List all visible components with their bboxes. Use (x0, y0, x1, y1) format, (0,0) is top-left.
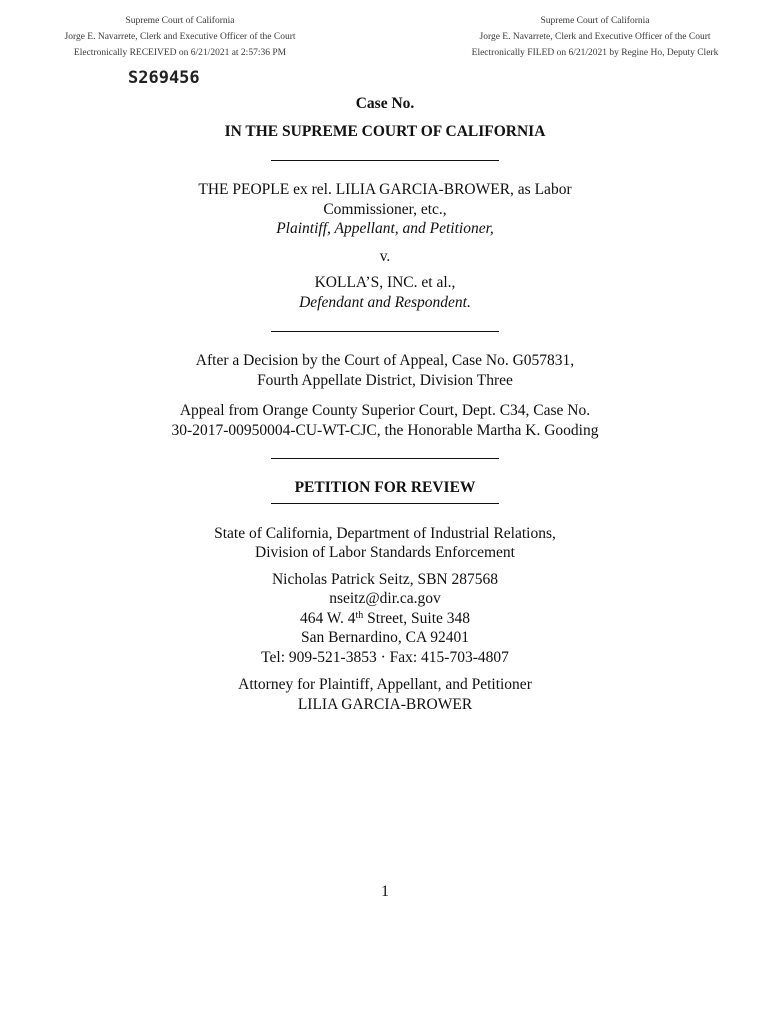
representation-line2: LILIA GARCIA-BROWER (297, 695, 473, 713)
plaintiff-name-line1: THE PEOPLE ex rel. LILIA GARCIA-BROWER, as Labor (198, 181, 572, 198)
received-stamp-date: Electronically RECEIVED on 6/21/2021 at 2:57:36 PM (73, 48, 287, 58)
plaintiff-name-line2: Commissioner, etc., (323, 200, 447, 218)
street-ordinal: th (355, 609, 364, 621)
agency-line1: State of California, Department of Industrial Relations, (214, 524, 556, 542)
handwritten-case-number: S269456 (128, 68, 200, 88)
attorney-phones: Tel: 909-521-3853 · Fax: 415-703-4807 (261, 648, 509, 666)
appeal-line1: Appeal from Orange County Superior Court, Dept. C34, Case No. (179, 402, 591, 419)
defendant-role: Defendant and Respondent. (299, 293, 471, 311)
attorney-city: San Bernardino, CA 92401 (301, 629, 469, 646)
decision-line2: Fourth Appellate District, Division Three (257, 371, 513, 389)
case-no-label: Case No. (355, 95, 415, 112)
attorney-email: nseitz@dir.ca.gov (329, 590, 441, 607)
filed-stamp-clerk: Jorge E. Navarrete, Clerk and Executive Officer of the Court (479, 32, 711, 42)
filed-stamp-date: Electronically FILED on 6/21/2021 by Regine Ho, Deputy Clerk (471, 48, 719, 58)
page-number: 1 (381, 883, 389, 900)
received-stamp (25, 13, 335, 61)
representation-line1: Attorney for Plaintiff, Appellant, and Petitioner (238, 676, 532, 693)
defendant-name: KOLLA’S, INC. et al., (314, 274, 456, 291)
received-stamp-court: Supreme Court of California (125, 16, 235, 26)
divider (271, 458, 499, 459)
agency-line2: Division of Labor Standards Enforcement (255, 544, 515, 561)
document-title: PETITION FOR REVIEW (294, 479, 476, 496)
plaintiff-role: Plaintiff, Appellant, and Petitioner, (276, 220, 494, 237)
attorney-street (0, 609, 770, 629)
court-name: IN THE SUPREME COURT OF CALIFORNIA (224, 122, 546, 140)
caption-page (0, 94, 770, 714)
attorney-name: Nicholas Patrick Seitz, SBN 287568 (271, 570, 499, 588)
appeal-line2: 30-2017-00950004-CU-WT-CJC, the Honorable Martha K. Gooding (171, 421, 599, 439)
filed-stamp-court: Supreme Court of California (540, 16, 650, 26)
divider (271, 160, 499, 161)
decision-line1: After a Decision by the Court of Appeal, Case No. G057831, (195, 352, 575, 369)
divider (271, 331, 499, 332)
received-stamp-clerk: Jorge E. Navarrete, Clerk and Executive Officer of the Court (64, 32, 296, 42)
divider (271, 503, 499, 504)
versus: v. (379, 247, 391, 265)
street-number: 464 W. 4 (299, 609, 356, 627)
street-name: Street, Suite 348 (363, 609, 471, 627)
filed-stamp (440, 13, 750, 61)
